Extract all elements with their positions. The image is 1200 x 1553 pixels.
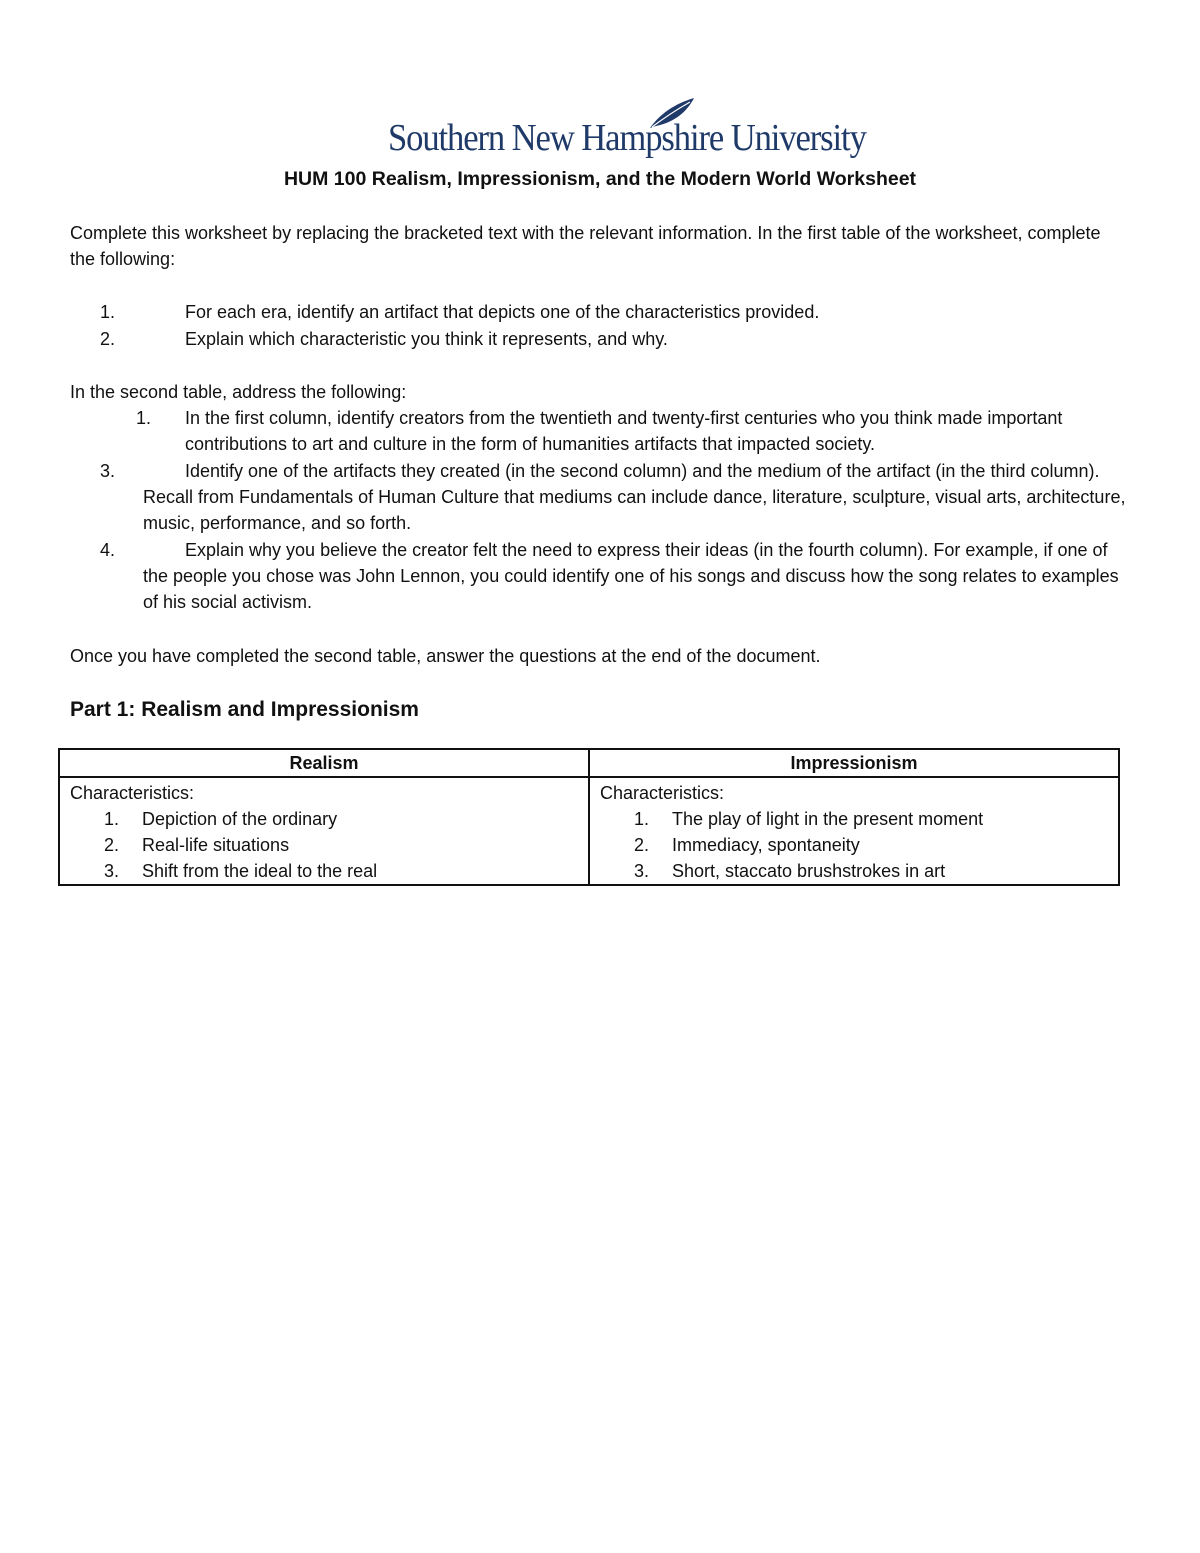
list-item (600, 806, 1108, 832)
list-text: Identify one of the artifacts they created (in the second column) and the medium of the artifact (in the third column). Recall from Fundamentals of Human Culture that mediums can include dance, literature, sculpture, visual arts, architecture, music, performance, and so forth. (143, 461, 1126, 533)
list-number: 1. (104, 809, 120, 829)
list-item (70, 832, 578, 858)
list-text: Explain which characteristic you think it represents, and why. (185, 329, 668, 349)
logo-wordmark: Southern New Hampshire University (388, 117, 866, 159)
second-intro: In the second table, address the following: (70, 382, 407, 402)
list-text: In the first column, identify creators from the twentieth and twenty-first centuries who you think made important contributions to art and culture in the form of humanities artifacts that impacted society. (185, 408, 1063, 454)
impressionism-cell (589, 777, 1119, 885)
list-number: 2. (100, 329, 116, 349)
era-table (58, 748, 1120, 886)
list-text: Explain why you believe the creator felt the need to express their ideas (in the fourth column). For example, if one of the people you chose was John Lennon, you could identify one of his songs and discuss how the song relates to examples of his social activism. (143, 540, 1119, 612)
list-number: 3. (104, 861, 120, 881)
list-item (600, 832, 1108, 858)
part1-heading: Part 1: Realism and Impressionism (70, 698, 419, 721)
list-number: 1. (136, 408, 152, 428)
university-logo (388, 96, 866, 160)
list-item (600, 858, 1108, 884)
realism-cell (59, 777, 589, 885)
leaf-icon (646, 96, 696, 130)
realism-header: Realism (59, 749, 589, 777)
list-item (70, 806, 578, 832)
page-title: HUM 100 Realism, Impressionism, and the Modern World Worksheet (283, 168, 917, 190)
list-text: Shift from the ideal to the real (142, 861, 378, 881)
characteristics-label: Characteristics: (600, 783, 725, 803)
list-number: 3. (634, 861, 650, 881)
list-text: Real-life situations (142, 835, 290, 855)
list-text: Immediacy, spontaneity (672, 835, 860, 855)
list-number: 1. (100, 302, 116, 322)
intro-paragraph: Complete this worksheet by replacing the bracketed text with the relevant information. In the first table of the worksheet, complete the following: (70, 223, 1101, 269)
list-number: 2. (634, 835, 650, 855)
list-number: 4. (100, 540, 116, 560)
list-text: Depiction of the ordinary (142, 809, 338, 829)
list-item (70, 858, 578, 884)
list-number: 2. (104, 835, 120, 855)
list-text: For each era, identify an artifact that depicts one of the characteristics provided. (185, 302, 820, 322)
list-text: The play of light in the present moment (672, 809, 984, 829)
closing-paragraph: Once you have completed the second table, answer the questions at the end of the document. (70, 646, 821, 666)
list-text: Short, staccato brushstrokes in art (672, 861, 946, 881)
list-number: 1. (634, 809, 650, 829)
list-number: 3. (100, 461, 116, 481)
characteristics-label: Characteristics: (70, 783, 195, 803)
impressionism-header: Impressionism (589, 749, 1119, 777)
